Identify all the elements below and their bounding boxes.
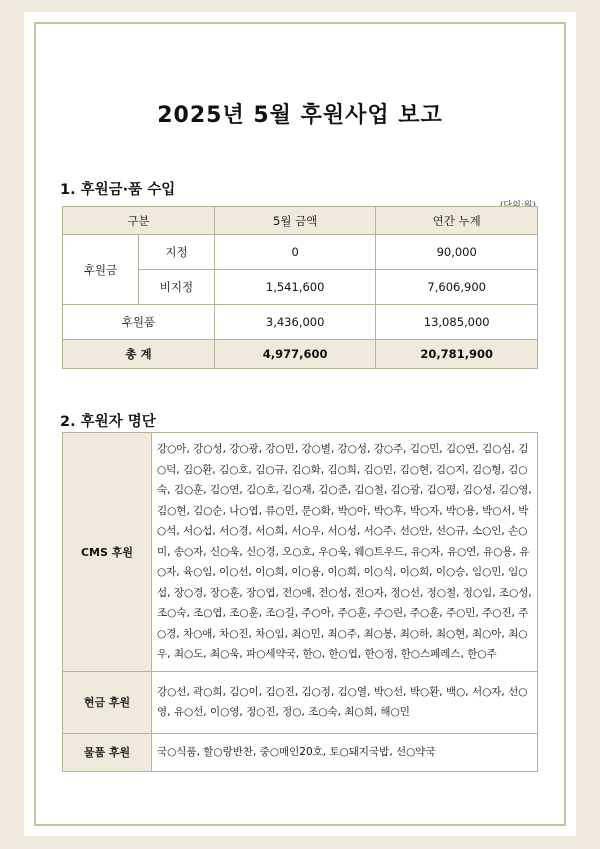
total-month: 4,977,600	[214, 340, 375, 369]
section2-heading: 2. 후원자 명단	[60, 414, 156, 430]
header-month-amount: 5월 금액	[214, 207, 375, 235]
undesignated-month: 1,541,600	[214, 270, 375, 305]
total-annual: 20,781,900	[376, 340, 538, 369]
header-annual-total: 연간 누계	[376, 207, 538, 235]
document-page	[24, 12, 576, 836]
designated-annual: 90,000	[376, 235, 538, 270]
cms-donor-label: CMS 후원	[63, 433, 152, 672]
goods-donor-names: 국○식품, 할○랑반찬, 중○매인20호, 토○돼지국밥, 선○약국	[152, 733, 538, 771]
goods-annual: 13,085,000	[376, 305, 538, 340]
cash-donor-label: 현금 후원	[63, 671, 152, 733]
donor-list-table	[62, 432, 538, 772]
undesignated-annual: 7,606,900	[376, 270, 538, 305]
goods-label: 후원품	[63, 305, 215, 340]
undesignated-label: 비지정	[138, 270, 214, 305]
cash-donation-label: 후원금	[63, 235, 139, 305]
report-title: 2025년 5월 후원사업 보고	[157, 103, 443, 128]
section1-heading: 1. 후원금·품 수입	[60, 182, 176, 198]
cash-donor-names: 강○선, 곽○희, 김○이, 김○진, 김○정, 김○열, 박○선, 박○환, 백○, 서○자, 선○영, 유○선, 이○영, 정○진, 정○, 조○숙, 최○희, 해○민	[152, 671, 538, 733]
header-category: 구분	[63, 207, 215, 235]
total-label: 총 계	[63, 340, 215, 369]
income-table	[62, 206, 538, 369]
designated-label: 지정	[138, 235, 214, 270]
cms-donor-names: 강○아, 강○성, 강○광, 강○민, 강○별, 강○성, 강○주, 김○민, 김○연, 김○심, 김○덕, 김○환, 김○호, 김○규, 김○화, 김○희, 김○민, 김○현, 김○지, 김○형, 김○숙, 김○훈, 김○연, 김○호, 김○재, 김○준, 김○철, 김○광, 김○평, 김○성, 김○영, 김○현, 김○순, 나○엽, 류○민, 문○화, 박○아, 박○후, 박○자, 박○용, 박○서, 박○석, 서○섭, 서○경, 서○희, 서○우, 서○성, 서○주, 선○안, 선○규, 소○인, 손○미, 송○자, 신○욱, 신○경, 오○호, 우○욱, 웨○트우드, 유○자, 유○연, 유○용, 유○자, 육○임, 이○선, 이○희, 이○용, 이○희, 이○식, 이○희, 이○승, 임○민, 임○섭, 장○경, 장○훈, 장○엽, 전○애, 전○성, 전○자, 정○선, 정○철, 정○임, 조○성, 조○숙, 조○엽, 조○훈, 조○길, 주○아, 주○훈, 주○린, 주○훈, 주○민, 주○진, 주○경, 차○애, 차○진, 차○임, 최○민, 최○주, 최○봉, 최○하, 최○현, 최○아, 최○우, 최○도, 최○욱, 파○세약국, 한○, 한○엽, 한○정, 한○스페레스, 한○주	[152, 433, 538, 672]
goods-month: 3,436,000	[214, 305, 375, 340]
designated-month: 0	[214, 235, 375, 270]
goods-donor-label: 물품 후원	[63, 733, 152, 771]
